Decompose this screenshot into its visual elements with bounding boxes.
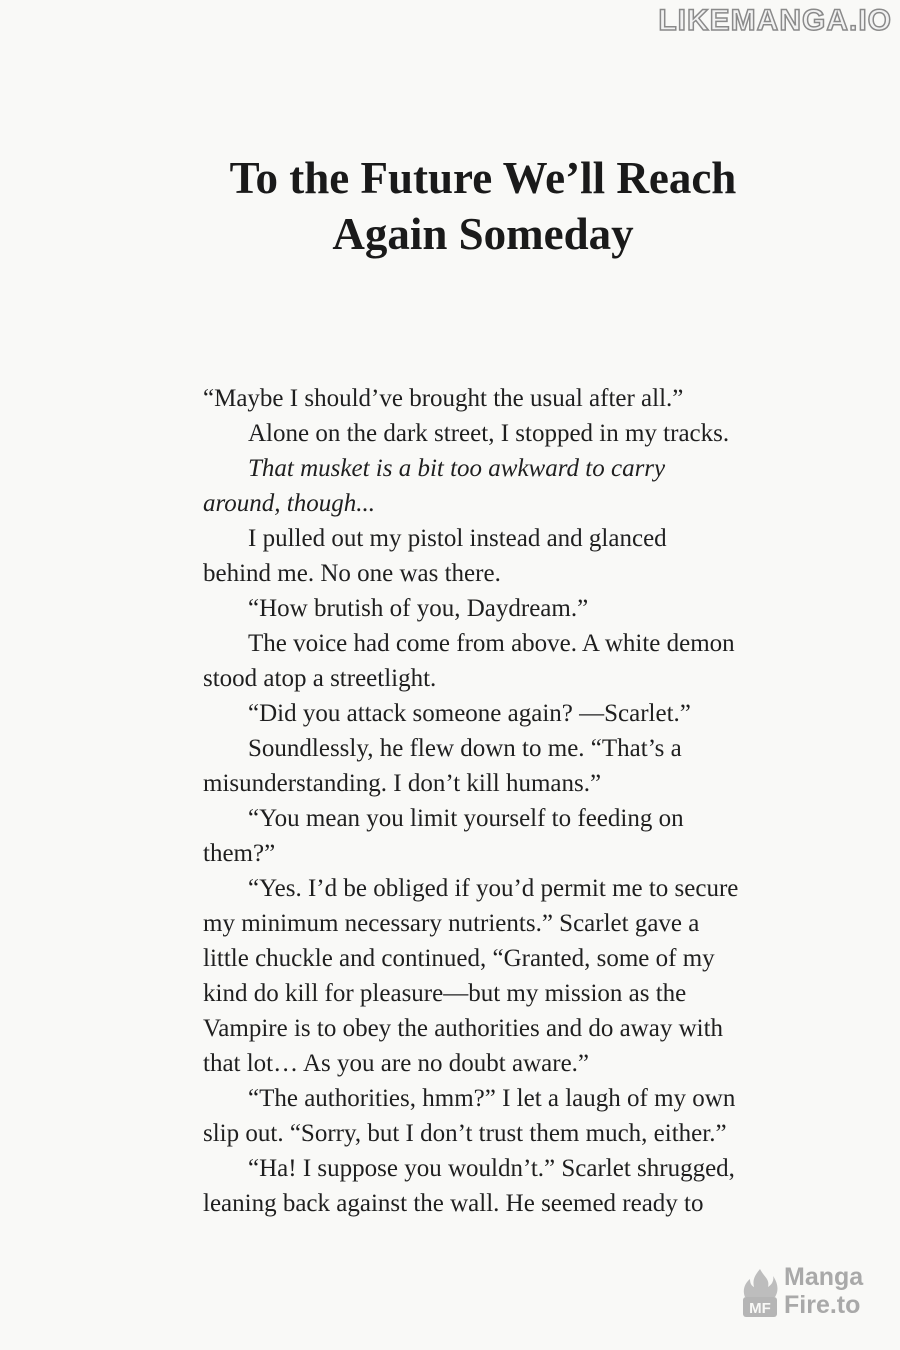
text-line: stood atop a streetlight. [203,665,437,692]
text-line: Vampire is to obey the authorities and do away with [203,1015,724,1042]
text-line: that lot… As you are no doubt aware.” [203,1050,590,1077]
text-line: Soundlessly, he flew down to me. “That’s a [248,735,682,762]
chapter-title-line-2: Again Someday [332,209,634,259]
text-line: The voice had come from above. A white demon [248,630,735,657]
mangafire-line-2: Fire.to [784,1291,861,1319]
mangafire-wordmark [784,1263,863,1319]
mangafire-line-1: Manga [784,1263,864,1291]
text-line: kind do kill for pleasure—but my mission as the [203,980,687,1007]
chapter-title-line-1: To the Future We’ll Reach [229,153,737,203]
text-line: slip out. “Sorry, but I don’t trust them much, either.” [203,1120,727,1147]
text-line: my minimum necessary nutrients.” Scarlet gave a [203,910,700,937]
text-line: “Maybe I should’ve brought the usual after all.” [203,385,684,412]
text-line: “You mean you limit yourself to feeding on [248,805,684,832]
text-line: “Ha! I suppose you wouldn’t.” Scarlet shrugged, [248,1155,735,1182]
text-line: I pulled out my pistol instead and glanced [248,525,667,552]
text-line: “Did you attack someone again? —Scarlet.” [248,700,691,727]
text-line: misunderstanding. I don’t kill humans.” [203,770,602,797]
mangafire-flame-icon [740,1267,780,1319]
watermark-likemanga: LIKEMANGA.IO [658,4,892,37]
text-line: “How brutish of you, Daydream.” [248,595,589,622]
text-line: around, though... [203,490,375,517]
text-line: behind me. No one was there. [203,560,501,587]
mangafire-watermark [740,1263,880,1323]
chapter-title [0,150,900,262]
text-line: little chuckle and continued, “Granted, some of my [203,945,715,972]
text-line: That musket is a bit too awkward to carry [248,455,666,482]
body-text [203,381,803,1221]
svg-text:MF: MF [749,1300,771,1317]
text-line: Alone on the dark street, I stopped in my tracks. [248,420,730,447]
text-line: “The authorities, hmm?” I let a laugh of my own [248,1085,736,1112]
text-line: leaning back against the wall. He seemed ready to [203,1190,704,1217]
text-line: “Yes. I’d be obliged if you’d permit me to secure [248,875,739,902]
text-line: them?” [203,840,276,867]
